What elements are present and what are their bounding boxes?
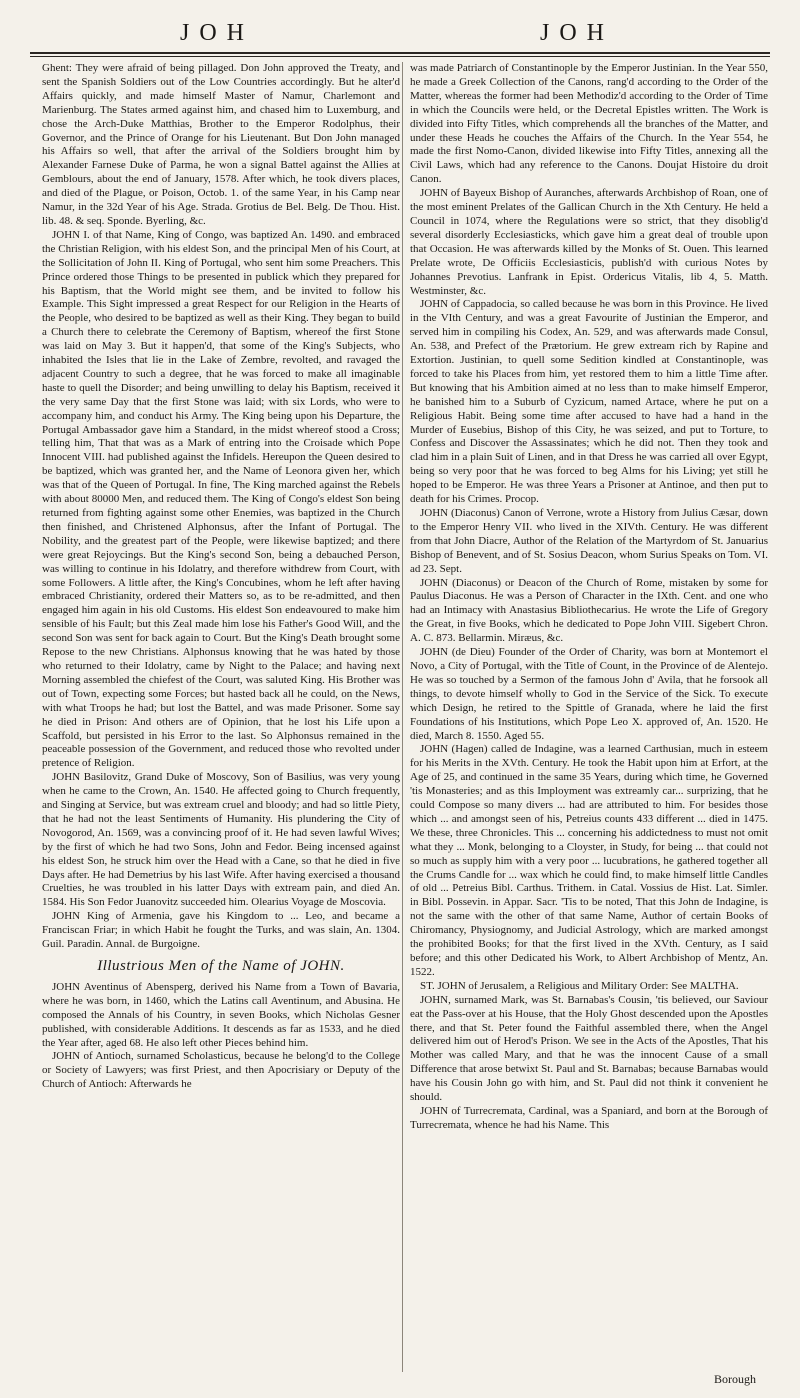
entry-paragraph: Ghent: They were afraid of being pillaged. Don John approved the Treaty, and sent the Spanish Soldiers out of the Low Countries accordingly. But he alter'd Affairs quickly, and made himself Master of Namur, Charlemont and Marienburg. The States armed against him, and chased him to Luxemburg, and chose the Arch-Duke Matthias, Brother to the Emperor Rodolphus, their Governor, and the Prince of Orange for his Lieutenant. But Don John managed his Affairs so well, that after the arrival of the Soldiers brought him by Alexander Farnese Duke of Parma, he won a signal Battel against the Allies at Gemblours, about the end of January, 1578. After which, he took divers places, and died of the Plague, or Poison, Octob. 1. of the same Year, in his Camp near Namur, in the 32d Year of his Age. Strada. Grotius de Bel. Belg. De Thou. Hist. lib. 48. & seq. Sponde. Byerling, &c.	[42, 62, 400, 227]
entry-paragraph: JOHN (Diaconus) or Deacon of the Church of Rome, mistaken by some for Paulus Diaconus. He was a Person of Character in the IXth. Cent. and one who had an Intimacy with Anastasius Bibliothecarius. He wrote the Life of Gregory the Great, in five Books, which he dedicated to Pope John VIII. Sigebert Chron. A. C. 873. Bellarmin. Miræus, &c.	[410, 576, 768, 645]
entry-paragraph: JOHN Basilovitz, Grand Duke of Moscovy, Son of Basilius, was very young when he came to the Crown, An. 1540. He affected going to Church frequently, and Singing at Service, but was extream cruel and bloody; and had so little Piety, that he had not the least Sentiments of Humanity. His plundering the City of Novogorod, An. 1569, was a convincing proof of it. He had seven lawful Wives; by the first of which he had two Sons, John and Fedor. Being incensed against his eldest Son, he struck him over the Head with a Cane, so that he died in five Days after. He had Demetrius by his last Wife. After having exercised a thousand Cruelties, he was troubled in his latter Days with extream pain, and died An. 1584. His Son Fedor Juanovitz succeeded him. Olearius Voyage de Moscovia.	[42, 771, 400, 909]
entry-paragraph: JOHN Aventinus of Abensperg, derived his Name from a Town of Bavaria, where he was born, in 1460, which the Latins call Aventinum, and Abusina. He composed the Annals of his Country, in seven Books, which Nicholas Gesner published, with considerable Additions. It descends as far as 1533, and he died the Year after, aged 68. He also left other Pieces behind him.	[42, 980, 400, 1049]
entry-paragraph: JOHN (de Dieu) Founder of the Order of Charity, was born at Montemort el Novo, a City of Portugal, with the Title of Count, in the Province of de Alentejo. He was so touched by a Sermon of the famous John d' Avila, that he forsook all things, to devote himself wholly to God in the Service of the Sick. To execute which Design, he retired to the Spittle of Granada, where he laid the first Foundations of his Institutions, which Pope Leo X. approved of, An. 1520. He died, March 8. 1550. Aged 55.	[410, 646, 768, 742]
running-header	[30, 14, 770, 54]
entry-paragraph: ST. JOHN of Jerusalem, a Religious and Military Order: See MALTHA.	[420, 979, 739, 992]
right-column	[410, 62, 768, 1372]
entry-paragraph: JOHN of Cappadocia, so called because he was born in this Province. He lived in the VIth Century, and was a great Favourite of Justinian the Emperor, and served him in compiling his Codex, An. 529, and was afterwards made Consul, An. 538, and Prefect of the Prætorium. He grew extream rich by Rapine and Extortion. Justinian, to quell some Sedition kindled at Constantinople, was forced to take his Places from him, yet restored them to him a little Time after. But knowing that his Ambition aimed at no less than to make himself Emperor, he banished him to a Suburb of Cyzicum, named Artace, where he put on a Religious Habit. Being some time after accused to have had a hand in the Murder of Eusebius, Bishop of this City, he was seized, and put to Torture, to Confess and Discover the Assassinates; which he did not. Then they took and clad him in a plain Suit of Linen, and in that Dress he was carried all over Egypt, being so very poor that he was forced to beg Alms for his Living; yet still he hoped to be Emperor. He was three Years a Prisoner at Antinoe, and then put to death for his Crimes. Procop.	[410, 298, 768, 506]
left-column	[42, 62, 400, 1372]
entry-paragraph: JOHN (Hagen) called de Indagine, was a learned Carthusian, much in esteem for his Merits in the XVth. Century. He took the Habit upon him at Erfort, at the Age of 25, and continued in the same 35 Years, during which time, he Governed 'tis Monasteries; and as this Imployment was extreamly car... surprizing, that he could Compose so many divers ... had are attributed to him. For besides those which ... and amongst seen of his, Petreius counts 433 different ... died in 1475. We these, three Chronicles. This ... concerning his addictedness to must not omit what they ... Monk, belonging to a Cloyster, in Study, for being ... that could not so much as supply him with a very poor ... lucubrations, he gathered together all the Crums Candle for ... wax which he could find, to make himself little Candles of old ... Petreius Bibl. Carthus. Trithem. in Catal. Vossius de Hist. Lat. Simler. in Bibl. Possevin. in Appar. Sacr. 'Tis to be noted, That this John de Indagine, is not the same with the other of that same Name, Author of certain Books of Chiromancy, Physiognomy, and Judicial Astrology, which are marked amongst the prohibited Books; for that the first lived in the XVth. Century, as I said before; and this other Dedicated his Work, to Albert Archbishop of Mentz, An. 1522.	[410, 743, 768, 978]
entry-paragraph: JOHN (Diaconus) Canon of Verrone, wrote a History from Julius Cæsar, down to the Emperor Henry VII. who lived in the XIVth. Century. He was different from that John Diacre, Author of the Relation of the Martyrdom of St. Januarius Bishop of Benevent, and of St. Sosius Deacon, whom Surius Speaks on Tom. VI. ad 23. Sept.	[410, 507, 768, 575]
entry-paragraph: JOHN of Antioch, surnamed Scholasticus, because he belong'd to the College or Society of Lawyers; was first Priest, and then Apocrisiary or Deputy of the Church of Antioch: Afterwards he	[42, 1050, 400, 1091]
entry-paragraph: JOHN of Turrecremata, Cardinal, was a Spaniard, and born at the Borough of Turrecremata, whence he had his Name. This	[410, 1104, 768, 1131]
entry-paragraph: JOHN King of Armenia, gave his Kingdom to ... Leo, and became a Franciscan Friar; in which Habit he fought the Turks, and was slain, An. 1304. Guil. Paradin. Annal. de Burgoigne.	[42, 910, 400, 951]
section-heading: Illustrious Men of the Name of JOHN.	[97, 958, 345, 974]
entry-paragraph: JOHN I. of that Name, King of Congo, was baptized An. 1490. and embraced the Christian Religion, with his eldest Son, and the principal Men of his Court, at the Sollicitation of John II. King of Portugal, who sent him some Preachers. This Prince ordered those Things to be presented in publick which they prepared for his Baptism, that the World might see them, and be invited to follow his Example. This Sight impressed a great Respect for our Religion in the Hearts of the People, who desired to be baptized as well as their King. They began to build a Church there to celebrate the Ceremony of Baptism, whereof the first Stone was laid on May 3. But it happen'd, that some of the King's Subjects, who inhabited the Isles that lie in the Lake of Zembre, revolted, and ravaged the adjacent Country to such a degree, that he was forced to make all imaginable haste to quell the Disorder; and being unwilling to delay his Baptism, received it the very same Day that the first Stone was laid; with six Lords, who were to accompany him, and conduct his Army. The King being upon his Departure, the Portugal Ambassador gave him a Standard, in the midst whereof stood a Cross; telling him, That that was as a Mark of entring into the Croisade which Pope Innocent VIII. had published against the Infidels. Hereupon the Queen desired to be baptized, which was granted her, and the Name of Leonora given her, which was that of the Queen of Portugal. In fine, The King marched against the Rebels with about 80000 Men, and reduced them. The King of Congo's eldest Son being returned from fighting against some other Enemies, was baptized in the Church then finished, and Christened Alphonsus, after the Infant of Portugal. The Nobility, and the greatest part of the People, were likewise baptized; and there were great Rejoycings. But the King's second Son, being a debauched Person, was willing to continue in his Idolatry, and therefore withdrew from Court, with some Followers. A little after, the King's Concubines, whom he left after having embraced Christianity, ordered their Matters so, as to be re-admitted, and then engaged him again in his old Customs. His eldest Son endeavoured to make him sensible of his Fault; but this Zeal made him lose his Father's Good Will, and the second Son was sent for back again to Court. But the King's Death brought some Repose to the new Christians. Alphonsus knowing that he was hated by those who returned to their Idolatry, came by Night to the Palace; and having next Morning assembled the chiefest of the Court, was saluted King. His Brother was out of Town, expecting some Forces; but hasted back all he could, on the News, with what Troops he had; but lost the Battel, and was made Prisoner. Some say he died in Prison: And others are of Opinion, that he lost his Life upon a Scaffold, but persisted in his Error to the last. So Alphonsus remained in the peaceable possession of the Government, and reduced those who revolted under pretence of Religion.	[42, 228, 400, 770]
header-rule	[30, 52, 770, 54]
catchword: Borough	[714, 1372, 756, 1386]
running-head-right: JOH	[540, 20, 615, 46]
column-divider	[402, 62, 403, 1372]
entry-paragraph: was made Patriarch of Constantinople by the Emperor Justinian. In the Year 550, he made a Greek Collection of the Canons, rang'd according to the Order of the Matter, whereas the former had been Methodiz'd according to the Order of Time in which the Councils were held, or the Decretal Epistles written. The Work is divided into Fifty Titles, which comprehends all the branches of the Matter, and under these Heads he couches the Affairs of the Church. In the Year 554, he made the first Nomo-Canon, divided likewise into Fifty Titles, annexing all the Civil Laws, which had any reference to the Canons. Doujat Histoire du droit Canon.	[410, 62, 768, 186]
entry-paragraph: JOHN, surnamed Mark, was St. Barnabas's Cousin, 'tis believed, our Saviour eat the Pass-over at his House, that the Holy Ghost descended upon the Apostles there, and that St. Peter found the Faithful assembled there, when the Angel delivered him out of Herod's Prison. We see in the Acts of the Apostles, That his Mother was called Mary, and that he was the innocent Cause of a small Difference that arose betwixt St. Paul and St. Barnabas; because Barnabas would have his Cousin John go with him, and St. Paul did not think it convenient he should.	[410, 993, 768, 1104]
entry-paragraph: JOHN of Bayeux Bishop of Auranches, afterwards Archbishop of Roan, one of the most eminent Prelates of the Gallican Church in the Xth Century. He held a Council in 1074, where the Regulations were so strict, that they disoblig'd several disorderly Ecclesiasticks, which gave him a great deal of trouble upon that Occasion. He was afterwards killed by the Monks of St. Ouen. This learned Prelate wrote, De Officiis Ecclesiasticis, publish'd with curious Notes by Johannes Prevotius. Lanfrank in Epist. Ordericus Vitalis, lib 4, 5. Matth. Westminster, &c.	[410, 187, 768, 297]
running-head-left: JOH	[180, 20, 255, 46]
